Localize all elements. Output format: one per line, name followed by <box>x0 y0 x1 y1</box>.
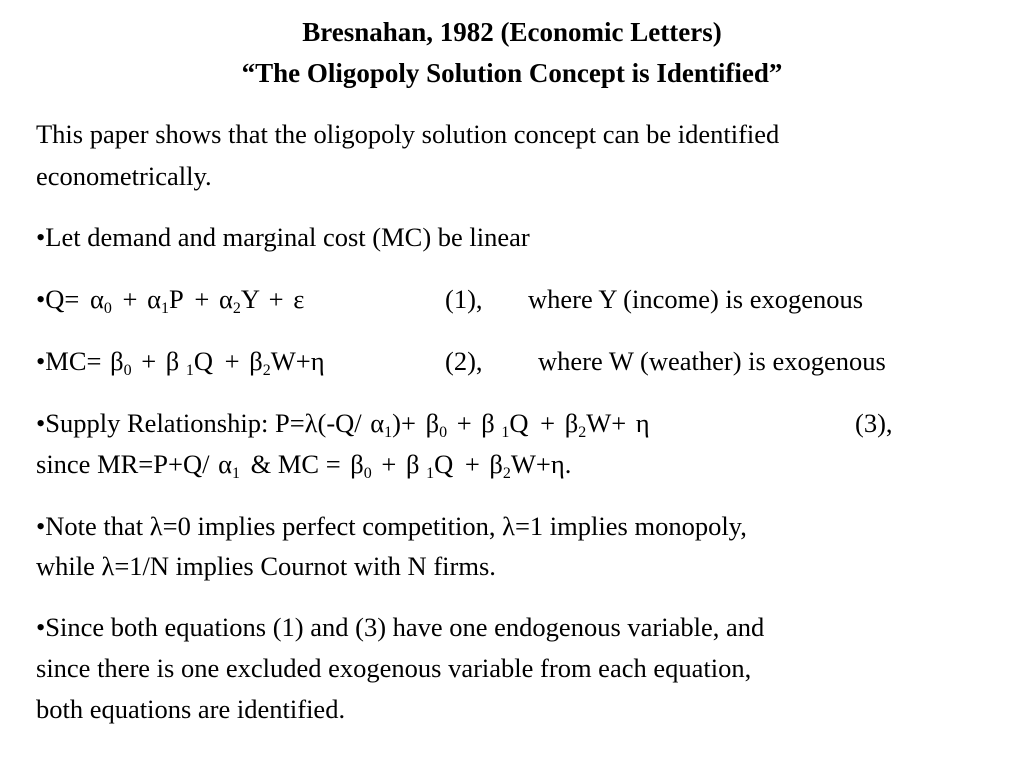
eq1-lhs: •Q= <box>36 284 80 314</box>
eq1-plus2: + <box>194 284 210 314</box>
eq3-plus2: + <box>540 408 556 438</box>
note2-a: while <box>36 551 102 581</box>
eq1-note: where Y (income) is exogenous <box>528 284 864 314</box>
eq2-w: W+ <box>270 346 311 376</box>
eq3b-plus1: + <box>381 449 397 479</box>
eq3b-sub-a1: 1 <box>231 465 240 482</box>
eq3b-sub-b1: 1 <box>426 465 435 482</box>
eq3b-lead: since MR=P+Q/ <box>36 449 210 479</box>
eq1-alpha2: α <box>218 284 233 314</box>
eq3-eta: η <box>635 408 650 438</box>
eq2-beta0: β <box>110 346 124 376</box>
intro-line-1: This paper shows that the oligopoly solution concept can be identified <box>36 119 780 149</box>
eq1-sub1: 1 <box>160 300 169 317</box>
conclusion-line-3: both equations are identified. <box>36 694 346 724</box>
eq3b-beta0: β <box>350 449 364 479</box>
eq2-beta2: β <box>249 346 263 376</box>
title-line-1: Bresnahan, 1982 (Economic Letters) <box>302 17 722 47</box>
eq1-number: (1), <box>445 284 483 314</box>
eq2-note: where W (weather) is exogenous <box>538 346 886 376</box>
note1-lambda1: λ <box>149 511 163 541</box>
eq3-mid1: (-Q/ <box>317 408 362 438</box>
eq3-mid2: )+ <box>392 408 416 438</box>
eq2-sub2: 2 <box>262 362 271 379</box>
eq3-sub-b1: 1 <box>501 424 510 441</box>
eq3-lambda: λ <box>304 408 318 438</box>
note1-a: •Note that <box>36 511 150 541</box>
eq3-q: Q <box>509 408 529 438</box>
eq3-sub-b0: 0 <box>439 424 448 441</box>
eq2-sub0: 0 <box>123 362 132 379</box>
eq1-p: P <box>168 284 183 314</box>
title-line-2: “The Oligopoly Solution Concept is Identified” <box>241 58 783 88</box>
conclusion-line-1: •Since both equations (1) and (3) have one endogenous variable, and <box>36 612 765 642</box>
eq2-beta1: β <box>165 346 180 376</box>
eq1-y: Y <box>240 284 259 314</box>
note-line-2 <box>36 546 1011 586</box>
eq3b-mid: & MC = <box>250 449 341 479</box>
eq1-alpha1: α <box>147 284 161 314</box>
note1-lambda2: λ <box>502 511 515 541</box>
note-line-1 <box>36 506 1011 546</box>
eq2-eta: η <box>310 346 325 376</box>
equation-3-line-1 <box>36 403 1011 443</box>
eq3b-beta1: β <box>405 449 420 479</box>
eq3-w: W+ <box>586 408 627 438</box>
eq2-lhs: •MC= <box>36 346 102 376</box>
eq1-plus3: + <box>268 284 284 314</box>
eq3b-beta2: β <box>489 449 503 479</box>
eq1-alpha0: α <box>90 284 104 314</box>
eq1-epsilon: ε <box>293 284 305 314</box>
note1-c: =1 implies monopoly, <box>514 511 747 541</box>
eq3b-sub-b0: 0 <box>363 465 372 482</box>
eq3-lead: •Supply Relationship: P= <box>36 408 305 438</box>
equation-3-line-2 <box>36 444 1011 484</box>
eq3-sub-b2: 2 <box>578 424 587 441</box>
eq3b-q: Q <box>434 449 454 479</box>
eq3b-w: W+ <box>510 449 551 479</box>
note2-b: =1/N implies Cournot with N firms. <box>114 551 496 581</box>
note1-b: =0 implies perfect competition, <box>162 511 503 541</box>
eq3-beta0: β <box>425 408 440 438</box>
eq3-beta2: β <box>564 408 579 438</box>
equation-2 <box>36 341 1011 381</box>
bullet-linear: •Let demand and marginal cost (MC) be linear <box>36 222 530 252</box>
eq1-sub0: 0 <box>103 300 112 317</box>
eq2-plus1: + <box>141 346 157 376</box>
eq3-sub-a1: 1 <box>384 424 393 441</box>
eq3-plus1: + <box>456 408 472 438</box>
conclusion-line-2: since there is one excluded exogenous variable from each equation, <box>36 653 752 683</box>
eq3b-alpha1: α <box>218 449 232 479</box>
eq2-plus2: + <box>224 346 240 376</box>
eq1-plus1: + <box>122 284 138 314</box>
eq2-q: Q <box>193 346 214 376</box>
eq3b-eta: η <box>550 449 565 479</box>
eq3-alpha1: α <box>370 408 385 438</box>
eq3b-sub-b2: 2 <box>502 465 511 482</box>
eq3b-plus2: + <box>464 449 480 479</box>
eq1-sub2: 2 <box>232 300 241 317</box>
eq2-sub1: 1 <box>185 362 194 379</box>
eq3-number: (3), <box>855 408 893 438</box>
eq3b-end: . <box>564 449 572 479</box>
intro-line-2: econometrically. <box>36 161 212 191</box>
eq3-beta1: β <box>481 408 495 438</box>
note2-lambda: λ <box>101 551 115 581</box>
eq2-number: (2), <box>445 346 483 376</box>
equation-1 <box>36 279 1011 319</box>
